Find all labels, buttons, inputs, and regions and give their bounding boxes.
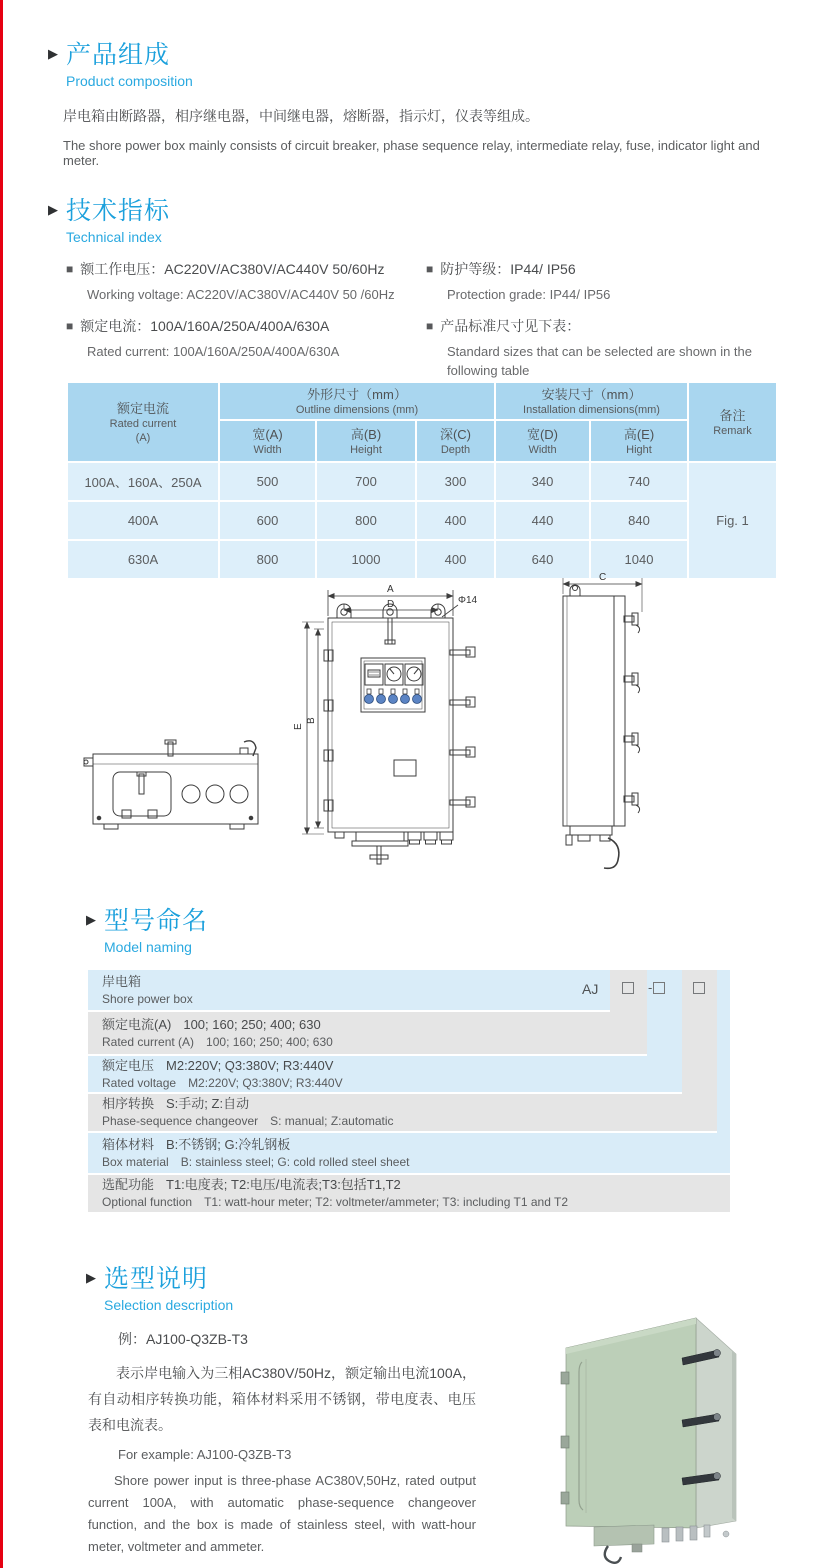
naming-zh-line (102, 1096, 717, 1112)
cell-hight-e: 1040 (591, 541, 687, 578)
selection-example-zh: 例：AJ100-Q3ZB-T3 (118, 1331, 248, 1347)
naming-en-line (102, 1035, 647, 1050)
cell-width-a: 500 (220, 463, 315, 500)
subheader-en: Height (350, 443, 382, 456)
naming-zh-label: 相序转换 (102, 1096, 155, 1111)
naming-en-value: S: manual; Z:automatic (270, 1114, 394, 1128)
naming-row-product (88, 970, 610, 1010)
composition-paragraph-en: The shore power box mainly consists of circuit breaker, phase sequence relay, intermediate relay, fuse, indicator light and meter. (63, 138, 760, 168)
spec-grid (66, 260, 810, 393)
naming-zh-line (102, 1137, 730, 1153)
naming-en-label: Box material (102, 1154, 169, 1169)
naming-zh-line (102, 1017, 647, 1033)
square-bullet-icon: ■ (66, 319, 74, 333)
section-titles (104, 906, 208, 955)
header-hight-e (591, 421, 687, 461)
selection-example-en: For example: AJ100-Q3ZB-T3 (118, 1447, 292, 1462)
square-bullet-icon: ■ (426, 319, 434, 333)
section-title-en: Selection description (104, 1297, 234, 1313)
triangle-marker-icon: ▶ (48, 202, 58, 217)
spec-column-left (66, 260, 426, 393)
header-zh: 额定电流 (116, 400, 169, 416)
standard-sizes-table-wrap (66, 381, 766, 580)
table-row (68, 463, 776, 500)
section-titles (66, 196, 170, 245)
naming-zh-label: 额定电流(A) (102, 1016, 172, 1032)
naming-zh-value: M2:220V; Q3:380V; R3:440V (166, 1057, 334, 1073)
subheader-en: Width (253, 443, 282, 456)
front-view (324, 604, 475, 864)
section-header (48, 196, 810, 245)
dim-label-d: D (387, 599, 395, 610)
spec-text-en: Working voltage: AC220V/AC380V/AC440V 50 /60Hz (87, 287, 395, 302)
naming-en-line (102, 1076, 682, 1091)
dim-label-b: B (306, 717, 317, 724)
photo-bottom-fittings (594, 1525, 729, 1563)
dimension-drawing (58, 572, 772, 884)
cell-height-b: 700 (317, 463, 415, 500)
naming-en-line (102, 1155, 730, 1170)
page-edge-red-strip (0, 0, 3, 1568)
cell-depth-c: 400 (417, 541, 494, 578)
naming-en-line (102, 1195, 730, 1210)
code-box-icon (653, 982, 665, 994)
naming-row-box-material (88, 1133, 730, 1173)
subheader-zh: 宽(A) (252, 426, 283, 442)
spec-line-zh (426, 260, 766, 279)
header-rated-current (68, 383, 218, 461)
subheader-en: Hight (626, 443, 652, 456)
triangle-marker-icon: ▶ (86, 912, 96, 927)
naming-zh-line (102, 1058, 682, 1074)
naming-zh-label: 选配功能 (102, 1177, 155, 1192)
dim-label-a: A (387, 584, 394, 595)
square-bullet-icon: ■ (66, 262, 74, 276)
model-code-prefix: AJ (582, 981, 599, 997)
header-height-b (317, 421, 415, 461)
naming-en-value: T1: watt-hour meter; T2: voltmeter/ammeter; T3: including T1 and T2 (204, 1195, 568, 1209)
naming-en-value: 100; 160; 250; 400; 630 (206, 1034, 333, 1049)
cell-width-a: 800 (220, 541, 315, 578)
product-photo (536, 1296, 806, 1566)
naming-zh: 岸电箱 (102, 973, 142, 989)
section-product-composition (48, 40, 793, 168)
cell-width-a: 600 (220, 502, 315, 539)
square-bullet-icon: ■ (426, 262, 434, 276)
naming-en-line (102, 1114, 717, 1129)
cell-remark: Fig. 1 (689, 463, 776, 578)
naming-zh-value: S:手动; Z:自动 (166, 1096, 250, 1111)
spec-line-zh (66, 260, 426, 279)
table-row (68, 502, 776, 539)
cell-width-d: 440 (496, 502, 589, 539)
code-box-icon (693, 982, 705, 994)
header-zh: 备注 (719, 407, 746, 423)
subheader-en: Width (528, 443, 557, 456)
spec-text-zh: 额工作电压：AC220V/AC380V/AC440V 50/60Hz (80, 261, 385, 277)
subheader-zh: 高(B) (350, 426, 382, 442)
cell-hight-e: 740 (591, 463, 687, 500)
code-slot-2 (648, 982, 665, 994)
spec-text-en: Rated current: 100A/160A/250A/400A/630A (87, 344, 340, 359)
spec-text-en: Protection grade: IP44/ IP56 (447, 287, 611, 302)
spec-text-zh: 额定电流：100A/160A/250A/400A/630A (80, 318, 330, 334)
section-title-zh: 产品组成 (66, 41, 171, 69)
cell-width-d: 340 (496, 463, 589, 500)
header-remark (689, 383, 776, 461)
model-naming-table (88, 970, 730, 1212)
naming-row-rated-current (88, 1012, 647, 1054)
spec-text-zh: 产品标准尺寸见下表： (440, 318, 581, 334)
section-technical-index (48, 196, 810, 393)
spec-line-zh (66, 317, 426, 336)
triangle-marker-icon: ▶ (86, 1270, 96, 1285)
code-dash: - (648, 980, 653, 995)
cell-height-b: 1000 (317, 541, 415, 578)
naming-zh-line (102, 1177, 730, 1193)
subheader-zh: 宽(D) (526, 426, 559, 442)
naming-en-label: Optional function (102, 1195, 193, 1209)
section-header (48, 40, 793, 89)
header-depth-c (417, 421, 494, 461)
section-title-en: Model naming (104, 939, 192, 955)
side-view (563, 572, 642, 868)
naming-en-value: B: stainless steel; G: cold rolled steel sheet (180, 1154, 410, 1169)
section-header (86, 906, 776, 955)
subheader-en: Depth (440, 443, 471, 456)
naming-zh-value: 100; 160; 250; 400; 630 (183, 1016, 321, 1032)
naming-en-label: Phase-sequence changeover (102, 1114, 259, 1128)
cell-width-d: 640 (496, 541, 589, 578)
section-title-zh: 技术指标 (66, 197, 171, 225)
selection-paragraph-zh: 表示岸电输入为三相AC380V/50Hz，额定输出电流100A，有自动相序转换功能，箱体材料采用不锈钢，带电度表、电压表和电流表。 (88, 1365, 476, 1433)
side-latches (624, 613, 640, 813)
naming-en-label: Rated voltage (102, 1075, 177, 1090)
header-unit: (A) (135, 431, 151, 444)
naming-zh-value: B:不锈钢; G:冷轧钢板 (166, 1136, 291, 1152)
naming-zh-label: 箱体材料 (102, 1136, 155, 1152)
shore-power-box-photo (536, 1296, 806, 1566)
meter-panel (361, 658, 425, 712)
composition-paragraph-zh: 岸电箱由断路器，相序继电器，中间继电器，熔断器，指示灯，仪表等组成。 (63, 108, 539, 124)
header-en: Outline dimensions (mm) (295, 403, 419, 416)
header-width-d (496, 421, 589, 461)
door-latches (450, 647, 475, 807)
cell-height-b: 800 (317, 502, 415, 539)
selection-paragraph-en: Shore power input is three-phase AC380V,50Hz, rated output current 100A, with automatic phase-sequence changeover function, and the box is made of stainless steel, with watt-hour meter, voltmeter and ammeter. (88, 1473, 476, 1554)
dim-label-phi14: Φ14 (458, 595, 478, 606)
cell-depth-c: 300 (417, 463, 494, 500)
naming-en-label: Rated current (A) (102, 1034, 195, 1049)
section-titles (66, 40, 193, 89)
triangle-marker-icon: ▶ (48, 46, 58, 61)
spec-text-en: Standard sizes that can be selected are shown in the following table (447, 344, 752, 378)
header-outline-dimensions (220, 383, 494, 419)
cell-depth-c: 400 (417, 502, 494, 539)
naming-en-value: M2:220V; Q3:380V; R3:440V (188, 1075, 343, 1090)
naming-row-phase-sequence (88, 1094, 717, 1131)
code-slot-3 (693, 982, 705, 994)
section-title-en: Technical index (66, 229, 162, 245)
spec-line-zh (426, 317, 766, 336)
header-en: Installation dimensions(mm) (523, 403, 660, 416)
dim-label-c: C (599, 572, 607, 583)
section-title-en: Product composition (66, 73, 193, 89)
dimension-drawing-svg (58, 572, 772, 884)
header-width-a (220, 421, 315, 461)
cell-current: 100A、160A、250A (68, 463, 218, 500)
naming-zh-label: 额定电压 (102, 1057, 155, 1073)
section-model-naming (86, 906, 776, 1212)
cell-hight-e: 840 (591, 502, 687, 539)
naming-row-rated-voltage (88, 1056, 682, 1092)
section-title-zh: 型号命名 (104, 907, 209, 935)
code-box-icon (622, 982, 634, 994)
section-titles (104, 1264, 233, 1313)
standard-sizes-table (66, 381, 778, 580)
dim-label-e: E (293, 723, 304, 730)
section-title-zh: 选型说明 (104, 1265, 209, 1293)
indicator-lights (365, 689, 422, 704)
cell-current: 400A (68, 502, 218, 539)
header-en: Remark (713, 424, 752, 437)
naming-en: Shore power box (102, 991, 193, 1006)
spec-column-right (426, 260, 766, 393)
naming-row-optional-function (88, 1175, 730, 1212)
code-slot-1 (622, 982, 634, 994)
subheader-zh: 高(E) (623, 426, 655, 442)
naming-zh-value: T1:电度表; T2:电压/电流表;T3:包括T1,T2 (166, 1177, 401, 1192)
header-en: Rated current (109, 417, 177, 430)
subheader-zh: 深(C) (439, 426, 472, 442)
header-zh: 外形尺寸（mm） (307, 386, 407, 402)
top-view (84, 740, 258, 829)
spec-text-zh: 防护等级：IP44/ IP56 (440, 261, 576, 277)
header-installation-dimensions (496, 383, 687, 419)
cell-current: 630A (68, 541, 218, 578)
header-zh: 安装尺寸（mm） (541, 386, 642, 402)
